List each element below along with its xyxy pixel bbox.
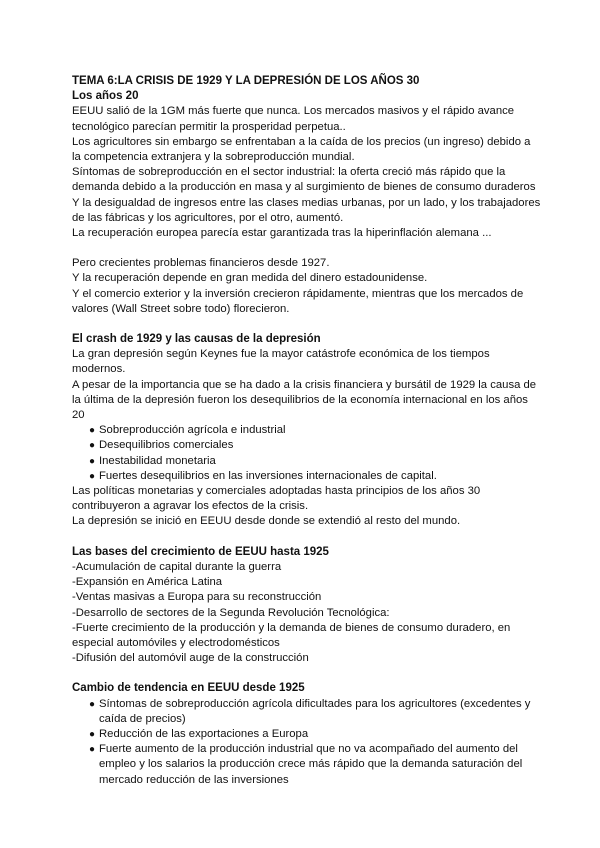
list-item: ● Síntomas de sobreproducción agrícola dificultades para los agricultores (excedentes y caída de precios): [89, 697, 531, 725]
section-bases-crecimiento: [72, 545, 542, 667]
bullet-list: [72, 423, 542, 484]
list-line: -Difusión del automóvil auge de la construcción: [72, 652, 309, 665]
document-title: TEMA 6:LA CRISIS DE 1929 Y LA DEPRESIÓN DE LOS AÑOS 30: [72, 75, 420, 87]
document-page: [72, 74, 542, 788]
paragraph: Los agricultores sin embargo se enfrentaban a la caída de los precios (un ingreso) debido a la competencia extranjera y la sobreproducción mundial.: [72, 135, 531, 164]
bullet-icon: ●: [89, 470, 96, 482]
list-item: ● Inestabilidad monetaria: [72, 454, 542, 469]
list-line: -Acumulación de capital durante la guerra: [72, 560, 282, 573]
section-heading: Cambio de tendencia en EEUU desde 1925: [72, 682, 305, 695]
section-cambio-tendencia: [72, 681, 542, 787]
bullet-icon: ●: [89, 744, 96, 756]
paragraph: A pesar de la importancia que se ha dado a la crisis financiera y bursátil de 1929 la causa de la última de la depresión fueron los desequilibrios de la economía internacional en los años 20: [72, 378, 537, 422]
bullet-list: [72, 697, 542, 788]
section-los-anos-20: [72, 89, 542, 317]
bullet-icon: ●: [89, 440, 96, 452]
list-line: -Ventas masivas a Europa para su reconstrucción: [72, 591, 322, 604]
paragraph: Y la desigualdad de ingresos entre las clases medias urbanas, por un lado, y los trabajadores de las fábricas y los agricultores, por el otro, aumentó.: [72, 196, 541, 224]
list-item: ● Fuertes desequilibrios en las inversiones internacionales de capital.: [72, 469, 542, 484]
section-heading: Los años 20: [72, 90, 139, 103]
paragraph: Pero crecientes problemas financieros desde 1927.: [72, 257, 330, 270]
section-heading: El crash de 1929 y las causas de la depresión: [72, 333, 321, 346]
list-item: ● Desequilibrios comerciales: [72, 438, 542, 453]
list-item: ● Reducción de las exportaciones a Europa: [72, 727, 542, 742]
section-heading: Las bases del crecimiento de EEUU hasta 1925: [72, 545, 329, 558]
section-crash-1929: [72, 332, 542, 530]
paragraph: Las políticas monetarias y comerciales adoptadas hasta principios de los años 30 contribuyeron a agravar los efectos de la crisis.: [72, 485, 481, 513]
list-line: -Desarrollo de sectores de la Segunda Revolución Tecnológica:: [72, 606, 390, 619]
bullet-icon: ●: [89, 455, 96, 467]
paragraph: Y el comercio exterior y la inversión crecieron rápidamente, mientras que los mercados de valores (Wall Street sobre todo) florecieron.: [72, 287, 524, 315]
list-item: ● Fuerte aumento de la producción industrial que no va acompañado del aumento del empleo y los salarios la producción crece más rápido que la demanda saturación del mercado reducción de las inversiones: [89, 743, 523, 786]
paragraph: La depresión se inició en EEUU desde donde se extendió al resto del mundo.: [72, 515, 461, 528]
list-item: ● Sobreproducción agrícola e industrial: [72, 423, 542, 438]
bullet-icon: ●: [89, 728, 96, 740]
paragraph: EEUU salió de la 1GM más fuerte que nunca. Los mercados masivos y el rápido avance tecnológico parecían permitir la prosperidad perpetua..: [72, 105, 515, 133]
bullet-icon: ●: [89, 698, 96, 710]
paragraph: Y la recuperación depende en gran medida del dinero estadounidense.: [72, 272, 428, 285]
paragraph: La recuperación europea parecía estar garantizada tras la hiperinflación alemana ...: [72, 227, 492, 240]
paragraph: Síntomas de sobreproducción en el sector industrial: la oferta creció más rápido que la demanda debido a la producción en masa y al surgimiento de bienes de consumo duraderos: [72, 166, 536, 194]
paragraph: La gran depresión según Keynes fue la mayor catástrofe económica de los tiempos modernos.: [72, 348, 490, 376]
list-line: -Fuerte crecimiento de la producción y la demanda de bienes de consumo duradero, en especial automóviles y electrodomésticos: [72, 621, 511, 649]
list-line: -Expansión en América Latina: [72, 576, 223, 589]
bullet-icon: ●: [89, 425, 96, 437]
